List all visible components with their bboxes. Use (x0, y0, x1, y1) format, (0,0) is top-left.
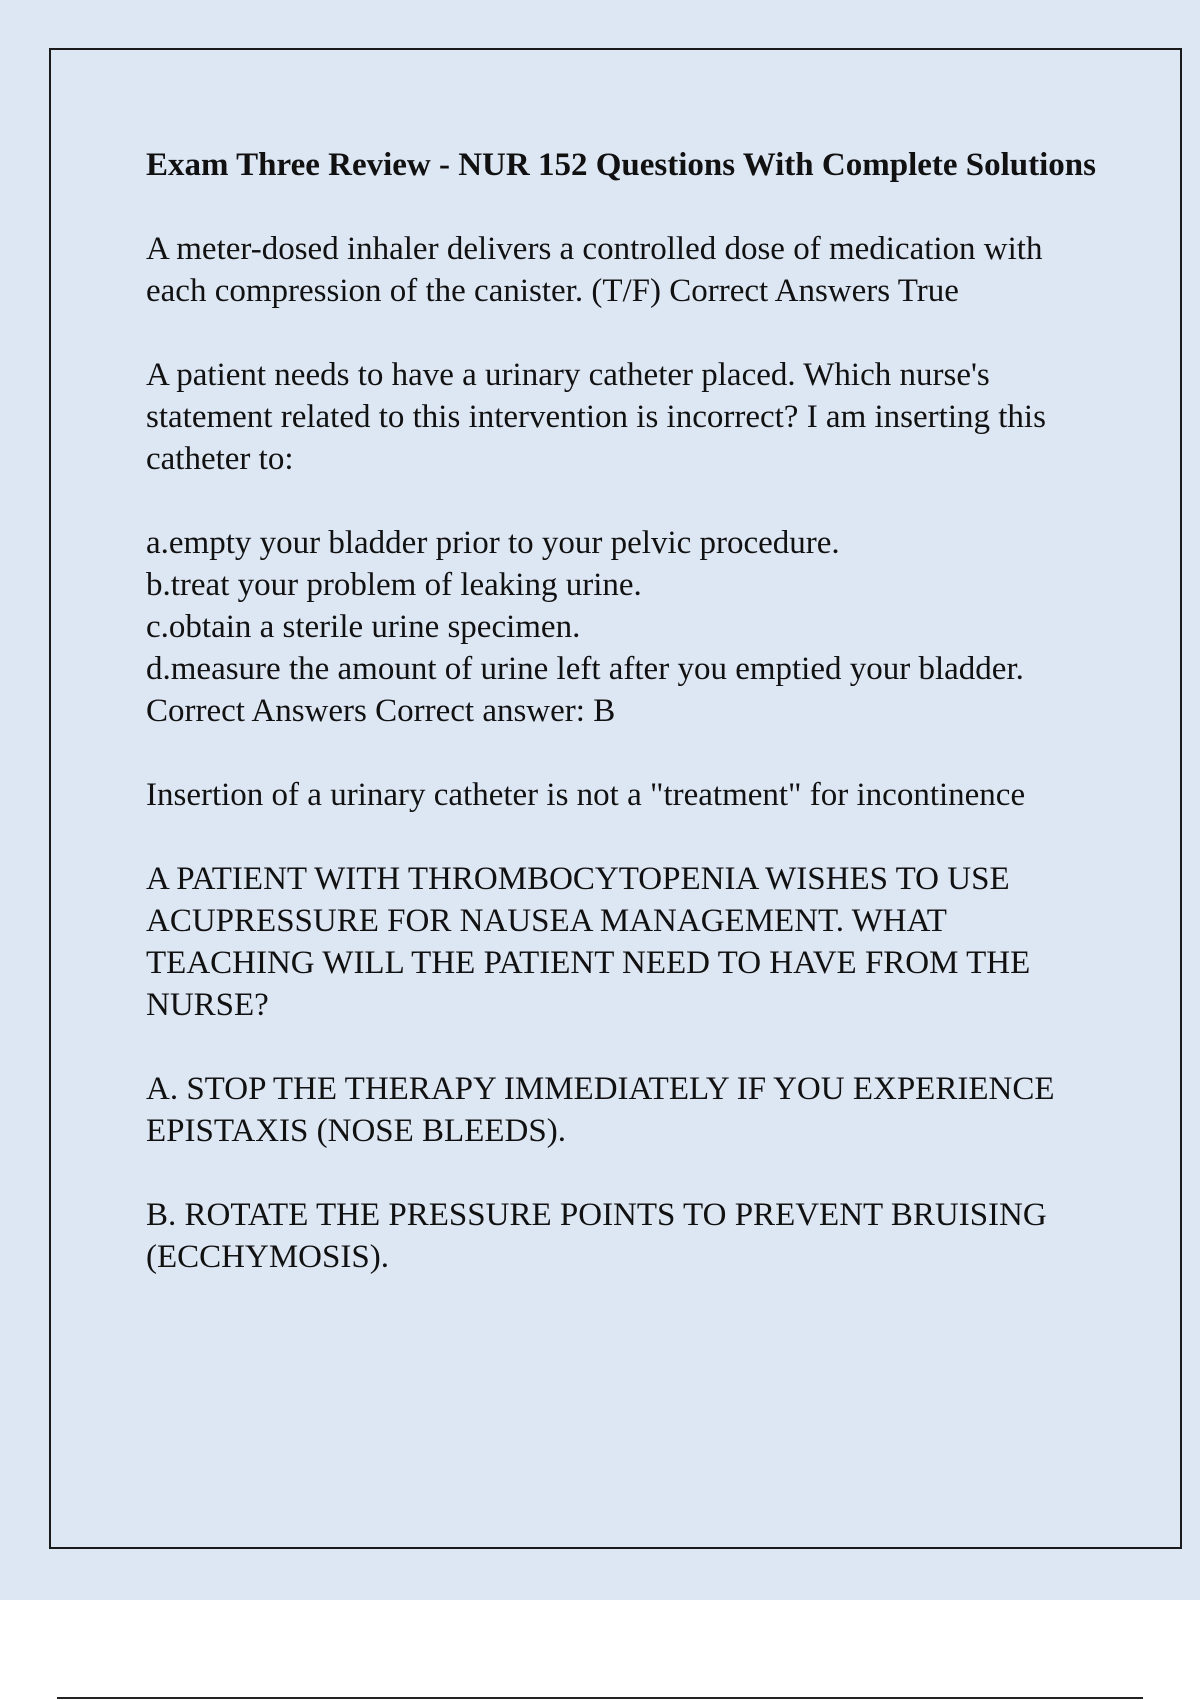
document-title: Exam Three Review - NUR 152 Questions With Complete Solutions (146, 147, 1097, 183)
footer-divider (57, 1697, 1143, 1699)
question-3-option-a: A. STOP THE THERAPY IMMEDIATELY IF YOU EXPERIENCE EPISTAXIS (NOSE BLEEDS). (146, 1071, 1055, 1149)
question-2-rationale: Insertion of a urinary catheter is not a "treatment" for incontinence (146, 777, 1026, 813)
document-content (146, 144, 1096, 1320)
question-1: A meter-dosed inhaler delivers a controlled dose of medication with each compression of the canister. (T/F) Correct Answers True (146, 231, 1043, 309)
question-2-stem: A patient needs to have a urinary catheter placed. Which nurse's statement related to this intervention is incorrect? I am inserting this catheter to: (146, 357, 1046, 477)
question-2-options (146, 522, 1096, 732)
question-3-stem: A PATIENT WITH THROMBOCYTOPENIA WISHES TO USE ACUPRESSURE FOR NAUSEA MANAGEMENT. WHAT TEACHING WILL THE PATIENT NEED TO HAVE FROM THE NURSE? (146, 861, 1031, 1023)
question-2-option-c: c.obtain a sterile urine specimen. (146, 609, 581, 645)
question-3-option-b: B. ROTATE THE PRESSURE POINTS TO PREVENT BRUISING (ECCHYMOSIS). (146, 1197, 1047, 1275)
question-2-option-a: a.empty your bladder prior to your pelvic procedure. (146, 525, 840, 561)
question-2-option-d: d.measure the amount of urine left after you emptied your bladder. Correct Answers Correct answer: B (146, 651, 1024, 729)
question-2-option-b: b.treat your problem of leaking urine. (146, 567, 642, 603)
